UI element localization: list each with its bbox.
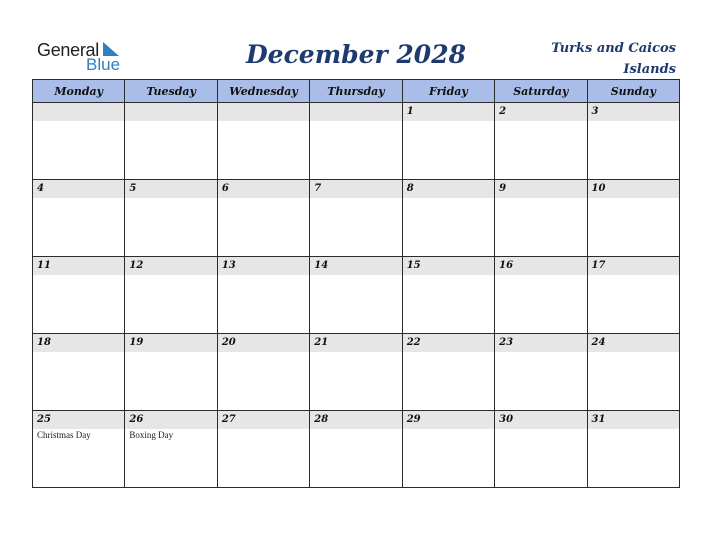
day-cell xyxy=(125,411,217,488)
day-cell xyxy=(402,180,494,257)
day-cell xyxy=(217,334,309,411)
day-number: 2 xyxy=(495,103,586,121)
day-cell xyxy=(217,257,309,334)
day-number: 23 xyxy=(495,334,586,352)
holiday-label: Christmas Day xyxy=(37,430,91,440)
weekday-tuesday: Tuesday xyxy=(125,80,217,103)
day-cell xyxy=(33,411,125,488)
day-number xyxy=(125,103,216,121)
day-number: 27 xyxy=(218,411,309,429)
day-cell xyxy=(33,257,125,334)
day-cell xyxy=(217,180,309,257)
day-number: 21 xyxy=(310,334,401,352)
day-number: 13 xyxy=(218,257,309,275)
calendar-body xyxy=(33,103,680,488)
day-cell xyxy=(125,257,217,334)
day-cell xyxy=(310,257,402,334)
day-number: 28 xyxy=(310,411,401,429)
day-number xyxy=(218,103,309,121)
day-cell xyxy=(33,180,125,257)
day-number: 29 xyxy=(403,411,494,429)
day-cell xyxy=(402,334,494,411)
day-number: 9 xyxy=(495,180,586,198)
weekday-monday: Monday xyxy=(33,80,125,103)
day-cell xyxy=(310,411,402,488)
logo-text-general: General xyxy=(37,40,99,60)
day-number: 22 xyxy=(403,334,494,352)
logo-text-blue: Blue xyxy=(86,55,121,74)
day-number: 30 xyxy=(495,411,586,429)
day-number: 31 xyxy=(588,411,679,429)
week-row xyxy=(33,411,680,488)
day-cell xyxy=(33,334,125,411)
day-cell xyxy=(33,103,125,180)
day-number xyxy=(310,103,401,121)
day-cell xyxy=(125,180,217,257)
day-cell xyxy=(495,334,587,411)
day-cell xyxy=(125,334,217,411)
day-number: 26 xyxy=(125,411,216,429)
day-cell xyxy=(310,103,402,180)
weekday-header-row xyxy=(33,80,680,103)
day-number: 12 xyxy=(125,257,216,275)
day-cell xyxy=(402,103,494,180)
day-cell xyxy=(402,411,494,488)
day-cell xyxy=(402,257,494,334)
holiday-label: Boxing Day xyxy=(129,430,174,440)
day-number: 7 xyxy=(310,180,401,198)
day-cell xyxy=(587,180,679,257)
day-number: 3 xyxy=(588,103,679,121)
country-name: Turks and Caicos Islands xyxy=(551,41,676,77)
day-number: 6 xyxy=(218,180,309,198)
day-cell xyxy=(495,411,587,488)
day-number: 14 xyxy=(310,257,401,275)
day-cell xyxy=(217,103,309,180)
weekday-friday: Friday xyxy=(402,80,494,103)
calendar-title: December 2028 xyxy=(245,40,466,69)
day-cell xyxy=(587,411,679,488)
day-number: 11 xyxy=(33,257,124,275)
day-cell xyxy=(125,103,217,180)
weekday-sunday: Sunday xyxy=(587,80,679,103)
day-number: 4 xyxy=(33,180,124,198)
day-cell xyxy=(495,103,587,180)
day-cell xyxy=(310,180,402,257)
week-row xyxy=(33,334,680,411)
day-number: 15 xyxy=(403,257,494,275)
day-cell xyxy=(587,257,679,334)
weekday-saturday: Saturday xyxy=(495,80,587,103)
day-cell xyxy=(310,334,402,411)
day-cell xyxy=(587,103,679,180)
day-cell xyxy=(217,411,309,488)
week-row xyxy=(33,103,680,180)
day-number: 5 xyxy=(125,180,216,198)
day-number: 17 xyxy=(588,257,679,275)
day-cell xyxy=(587,334,679,411)
week-row xyxy=(33,180,680,257)
day-cell xyxy=(495,257,587,334)
day-number: 10 xyxy=(588,180,679,198)
day-number: 19 xyxy=(125,334,216,352)
day-cell xyxy=(495,180,587,257)
day-number: 1 xyxy=(403,103,494,121)
day-number: 20 xyxy=(218,334,309,352)
calendar-grid xyxy=(32,79,680,488)
day-number: 24 xyxy=(588,334,679,352)
day-number: 18 xyxy=(33,334,124,352)
day-number: 8 xyxy=(403,180,494,198)
day-number: 25 xyxy=(33,411,124,429)
day-number: 16 xyxy=(495,257,586,275)
weekday-thursday: Thursday xyxy=(310,80,402,103)
day-number xyxy=(33,103,124,121)
week-row xyxy=(33,257,680,334)
weekday-wednesday: Wednesday xyxy=(217,80,309,103)
